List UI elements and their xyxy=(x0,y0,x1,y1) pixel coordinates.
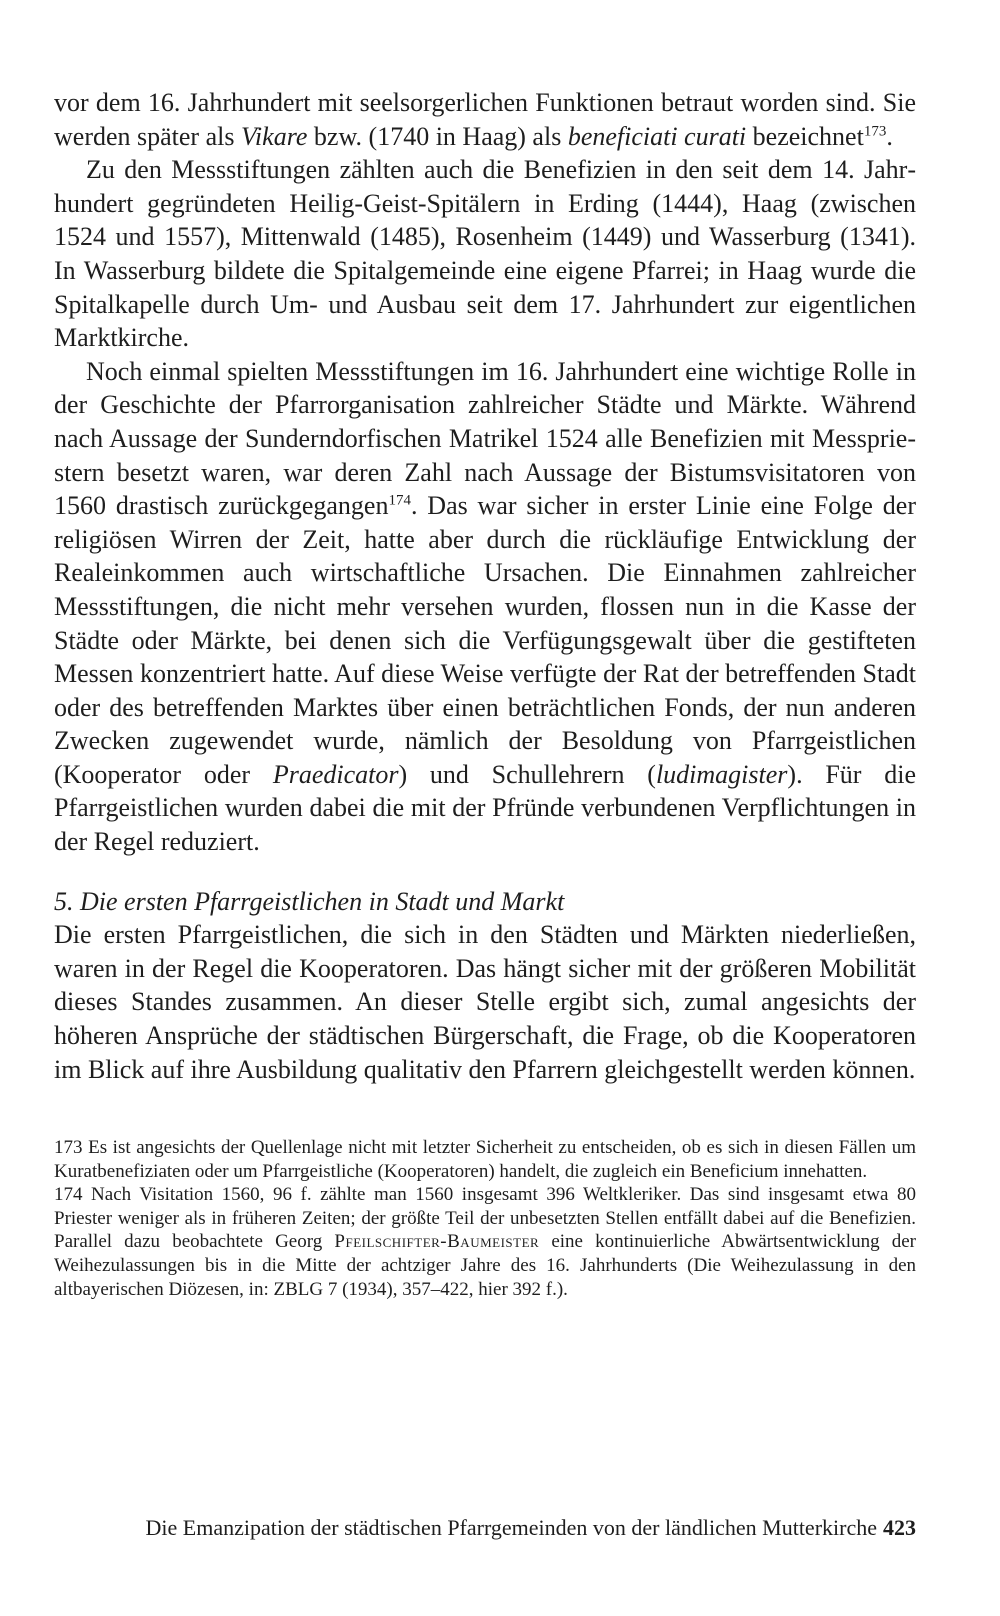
section-heading: 5. Die ersten Pfarrgeistlichen in Stadt und Markt xyxy=(54,886,565,916)
footnote-text: Nach Visitation 1560, 96 f. zählte man 1560 insgesamt 396 Weltkleriker. Das sind insgesamt etwa 80 Priester weniger als in früheren Zeiten; der größte Teil der unbesetzten Stellen entfällt dabei auf die Benefizien. Parallel dazu beobachtete Georg xyxy=(54,1184,916,1253)
footnote-174 xyxy=(54,1183,916,1301)
author-name: Pfeilschifter-Baumeister xyxy=(334,1231,540,1253)
text-run: Noch einmal spielten Messstiftungen im 16. Jahrhundert eine wichtige Rolle in der Geschichte der Pfarrorganisation zahlreicher Städte und Märkte. Während nach Aussage der Sunderndorfischen Matrikel 1524 alle Benefizien mit Messpriestern besetzt waren, war deren Zahl nach Aussage der Bistumsvisitatoren von 1560 drastisch zurückgegangen xyxy=(54,356,916,521)
running-title: Die Emanzipation der städtischen Pfarrgemeinden von der ländlichen Mutterkirche xyxy=(145,1515,877,1540)
italic-term: ludimagister xyxy=(655,759,788,789)
main-text xyxy=(54,86,916,1086)
footnotes xyxy=(54,1136,916,1301)
footnote-number: 173 xyxy=(54,1137,83,1158)
text-run: vor dem 16. Jahrhundert mit seelsorgerlichen Funktionen betraut worden sind. Sie werden später als xyxy=(54,88,916,151)
text-run: ) und Schullehrern ( xyxy=(398,759,656,789)
paragraph-1 xyxy=(54,86,916,153)
text-run: ). Für die Pfarrgeistlichen wurden dabei die mit der Pfründe verbundenen Verpflichtungen in der Regel reduziert. xyxy=(54,759,916,857)
footnote-number: 174 xyxy=(54,1184,83,1206)
text-run: . xyxy=(886,121,893,151)
italic-term: beneficiati curati xyxy=(567,121,747,151)
paragraph-2: Zu den Messstiftungen zählten auch die Benefizien in den seit dem 14. Jahrhundert gegründeten Heilig-Geist-Spitälern in Erding (1444), Haag (zwischen 1524 und 1557), Mittenwald (1485), Rosenheim (1449) und Wasserburg (1341). In Wasserburg bildete die Spitalgemeinde eine eigene Pfarrei; in Haag wurde die Spitalkapelle durch Um- und Ausbau seit dem 17. Jahrhundert zur eigentlichen Marktkirche. xyxy=(54,155,916,353)
footnote-text: eine kontinuierliche Abwärtsentwicklung der Weihezulassungen bis in die Mitte der achtziger Jahre des 16. Jahrhunderts (Die Weihezulassung in den altbayerischen Diözesen, in: ZBLG 7 (1934), 357–422, hier 392 f.). xyxy=(54,1231,916,1300)
paragraph-3 xyxy=(54,355,916,859)
text-run: . Das war sicher in erster Linie eine Folge der religiösen Wirren der Zeit, hatte aber durch die rückläufige Entwicklung der Realeinkommen auch wirtschaftliche Ursachen. Die Einnahmen zahlreicher Messstiftungen, die nicht mehr versehen wurden, flossen nun in die Kasse der Städte oder Märkte, bei denen sich die Verfügungsgewalt über die gestifteten Messen konzentriert hatte. Auf diese Weise verfügte der Rat der betreffenden Stadt oder des betreffenden Marktes über einen beträchtlichen Fonds, der nun anderen Zwecken zugewendet wurde, nämlich der Besoldung von Pfarrgeistlichen (Kooperator oder xyxy=(54,491,917,789)
footnote-ref-173[interactable]: 173 xyxy=(863,122,887,139)
footnote-ref-174[interactable]: 174 xyxy=(388,492,411,509)
page-number: 423 xyxy=(883,1515,916,1540)
running-footer xyxy=(146,1514,916,1542)
paragraph-4: Die ersten Pfarrgeistlichen, die sich in den Städten und Märkten niederließen, waren in der Regel die Kooperatoren. Das hängt sicher mit der größeren Mobilität dieses Standes zusammen. An dieser Stelle ergibt sich, zumal angesichts der höheren Ansprüche der städtischen Bürgerschaft, die Frage, ob die Kooperatoren im Blick auf ihre Ausbildung qualitativ den Pfarrern gleichgestellt werden können. xyxy=(54,920,916,1084)
footnote-173 xyxy=(54,1136,916,1183)
italic-term: Vikare xyxy=(240,121,308,151)
text-run: bzw. (1740 in Haag) als xyxy=(307,121,568,151)
italic-term: Praedicator xyxy=(272,759,399,789)
footnote-text: Es ist angesichts der Quellenlage nicht mit letzter Sicherheit zu entscheiden, ob es sich in diesen Fällen um Kuratbenefiziaten oder um Pfarrgeistliche (Kooperatoren) handelt, die zugleich ein Beneficium innehatten. xyxy=(54,1137,916,1182)
text-run: bezeichnet xyxy=(746,121,864,151)
